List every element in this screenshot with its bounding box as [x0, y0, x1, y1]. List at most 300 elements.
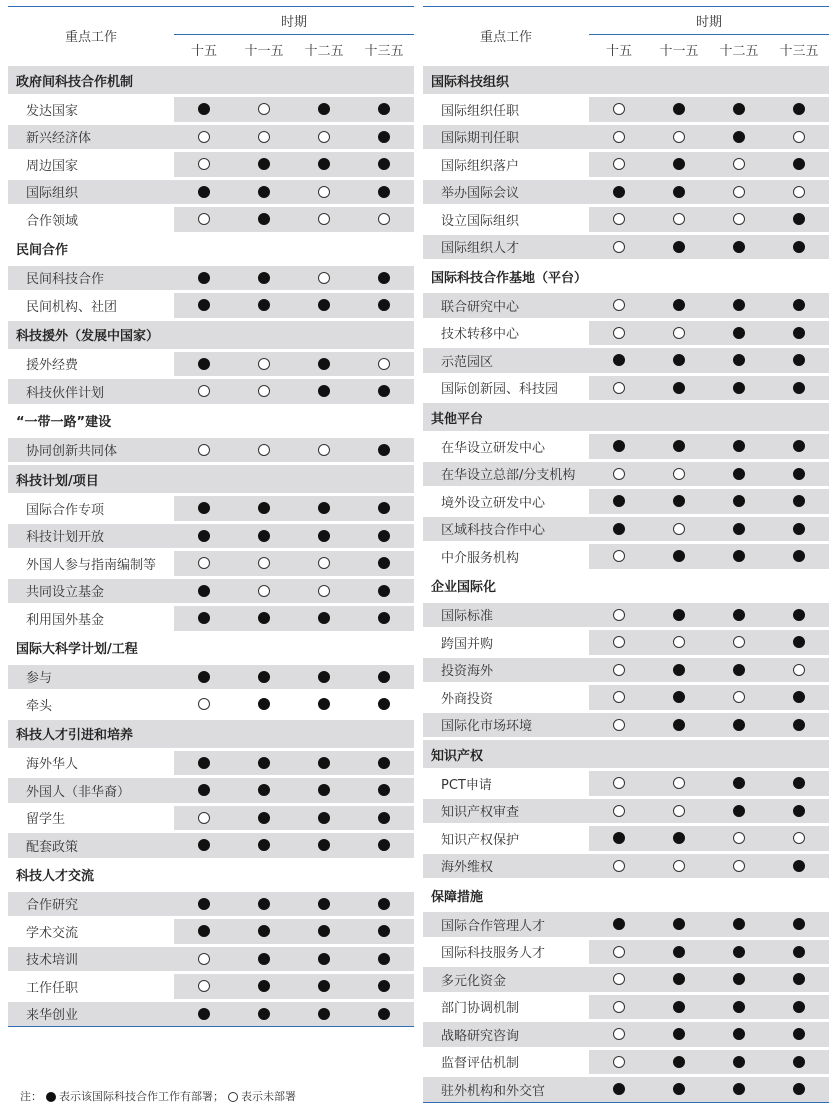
filled-circle-icon	[378, 557, 390, 569]
mark-cell	[234, 292, 294, 320]
filled-circle-icon	[258, 299, 270, 311]
mark-cell	[649, 993, 709, 1021]
mark-cell	[649, 460, 709, 488]
mark-cell	[294, 264, 354, 292]
filled-circle-icon	[733, 299, 745, 311]
filled-circle-icon	[378, 784, 390, 796]
table-row	[8, 436, 414, 464]
mark-cell	[709, 825, 769, 853]
mark-cell	[769, 433, 829, 461]
item-label: 知识产权保护	[423, 825, 589, 853]
category-row	[8, 233, 414, 264]
mark-cell	[589, 543, 649, 571]
mark-cell	[354, 378, 414, 406]
mark-cell	[294, 918, 354, 946]
filled-circle-icon	[793, 860, 805, 872]
table-row	[423, 684, 829, 712]
mark-cell	[294, 292, 354, 320]
mark-cell	[354, 264, 414, 292]
mark-cell	[354, 577, 414, 605]
mark-cell	[354, 495, 414, 523]
item-label: 外国人（非华裔）	[8, 777, 174, 805]
empty-circle-icon	[198, 213, 210, 225]
mark-cell	[294, 550, 354, 578]
mark-cell	[354, 945, 414, 973]
item-label: 国际期刊任职	[423, 123, 589, 151]
mark-cell	[769, 770, 829, 798]
footnote-filled-text: 表示该国际科技合作工作有部署；	[59, 1090, 224, 1103]
mark-cell	[294, 945, 354, 973]
filled-circle-icon	[733, 664, 745, 676]
filled-circle-icon	[793, 946, 805, 958]
period-label: 十二五	[294, 35, 354, 65]
filled-circle-icon	[793, 468, 805, 480]
table-row	[423, 993, 829, 1021]
mark-cell	[354, 973, 414, 1001]
filled-circle-icon	[258, 698, 270, 710]
mark-cell	[234, 264, 294, 292]
filled-circle-icon	[258, 980, 270, 992]
filled-circle-icon	[318, 671, 330, 683]
empty-circle-icon	[318, 272, 330, 284]
mark-cell	[354, 663, 414, 691]
mark-cell	[589, 911, 649, 939]
category-label: 其他平台	[423, 402, 829, 433]
filled-circle-icon	[258, 757, 270, 769]
mark-cell	[234, 577, 294, 605]
empty-circle-icon	[613, 327, 625, 339]
mark-cell	[709, 123, 769, 151]
empty-circle-icon	[613, 213, 625, 225]
filled-circle-icon	[46, 1092, 56, 1102]
filled-circle-icon	[318, 980, 330, 992]
filled-circle-icon	[673, 440, 685, 452]
filled-circle-icon	[673, 299, 685, 311]
item-label: 国际组织任职	[423, 96, 589, 124]
table-row	[8, 577, 414, 605]
item-label: 多元化资金	[423, 966, 589, 994]
filled-circle-icon	[258, 925, 270, 937]
empty-circle-icon	[613, 777, 625, 789]
filled-circle-icon	[793, 158, 805, 170]
empty-circle-icon	[793, 131, 805, 143]
empty-circle-icon	[613, 299, 625, 311]
table-row	[423, 770, 829, 798]
table-row	[423, 601, 829, 629]
category-label: “一带一路”建设	[8, 405, 414, 436]
item-label: 科技计划开放	[8, 522, 174, 550]
category-label: 科技援外（发展中国家）	[8, 319, 414, 350]
filled-circle-icon	[793, 440, 805, 452]
table-row	[423, 488, 829, 516]
table-row	[8, 350, 414, 378]
filled-circle-icon	[318, 299, 330, 311]
mark-cell	[589, 151, 649, 179]
empty-circle-icon	[673, 777, 685, 789]
empty-circle-icon	[198, 557, 210, 569]
filled-circle-icon	[198, 103, 210, 115]
mark-cell	[769, 1021, 829, 1049]
empty-circle-icon	[318, 213, 330, 225]
mark-cell	[589, 770, 649, 798]
category-row	[8, 632, 414, 663]
filled-circle-icon	[733, 327, 745, 339]
mark-cell	[294, 890, 354, 918]
mark-cell	[589, 206, 649, 234]
item-label: 国际标准	[423, 601, 589, 629]
period-label: 十一五	[649, 35, 709, 65]
item-label: 国际合作管理人才	[423, 911, 589, 939]
mark-cell	[649, 601, 709, 629]
mark-cell	[354, 605, 414, 633]
filled-circle-icon	[673, 382, 685, 394]
filled-circle-icon	[793, 1056, 805, 1068]
empty-circle-icon	[378, 213, 390, 225]
filled-circle-icon	[793, 1028, 805, 1040]
right-work-table	[423, 6, 829, 1103]
filled-circle-icon	[258, 784, 270, 796]
empty-circle-icon	[613, 805, 625, 817]
mark-cell	[354, 350, 414, 378]
filled-circle-icon	[793, 103, 805, 115]
mark-cell	[649, 292, 709, 320]
filled-circle-icon	[793, 327, 805, 339]
filled-circle-icon	[258, 158, 270, 170]
mark-cell	[174, 206, 234, 234]
filled-circle-icon	[793, 777, 805, 789]
filled-circle-icon	[733, 495, 745, 507]
empty-circle-icon	[318, 186, 330, 198]
table-row	[423, 178, 829, 206]
mark-cell	[589, 1021, 649, 1049]
item-label: 科技伙伴计划	[8, 378, 174, 406]
empty-circle-icon	[613, 636, 625, 648]
category-row	[423, 739, 829, 770]
table-row	[8, 777, 414, 805]
filled-circle-icon	[733, 1083, 745, 1095]
mark-cell	[769, 206, 829, 234]
empty-circle-icon	[613, 664, 625, 676]
item-label: 联合研究中心	[423, 292, 589, 320]
filled-circle-icon	[318, 103, 330, 115]
filled-circle-icon	[673, 1001, 685, 1013]
table-row	[8, 945, 414, 973]
item-label: 驻外机构和外交官	[423, 1076, 589, 1103]
empty-circle-icon	[793, 832, 805, 844]
mark-cell	[649, 543, 709, 571]
mark-cell	[174, 292, 234, 320]
mark-cell	[174, 495, 234, 523]
filled-circle-icon	[258, 839, 270, 851]
filled-circle-icon	[793, 354, 805, 366]
mark-cell	[769, 460, 829, 488]
mark-cell	[174, 378, 234, 406]
mark-cell	[709, 797, 769, 825]
filled-circle-icon	[378, 502, 390, 514]
item-label: 利用国外基金	[8, 605, 174, 633]
work-column-header: 重点工作	[423, 7, 589, 65]
table-row	[423, 938, 829, 966]
filled-circle-icon	[198, 757, 210, 769]
table-row	[8, 890, 414, 918]
mark-cell	[649, 123, 709, 151]
empty-circle-icon	[613, 609, 625, 621]
mark-cell	[294, 663, 354, 691]
filled-circle-icon	[258, 186, 270, 198]
filled-circle-icon	[733, 241, 745, 253]
table-row	[423, 433, 829, 461]
mark-cell	[234, 123, 294, 151]
table-row	[8, 663, 414, 691]
table-row	[8, 691, 414, 719]
filled-circle-icon	[378, 131, 390, 143]
mark-cell	[234, 945, 294, 973]
empty-circle-icon	[318, 444, 330, 456]
period-header: 时期	[174, 7, 414, 35]
filled-circle-icon	[673, 1056, 685, 1068]
mark-cell	[589, 178, 649, 206]
mark-cell	[649, 1076, 709, 1103]
filled-circle-icon	[733, 1056, 745, 1068]
mark-cell	[589, 1076, 649, 1103]
empty-circle-icon	[613, 131, 625, 143]
filled-circle-icon	[258, 671, 270, 683]
item-label: 来华创业	[8, 1000, 174, 1027]
filled-circle-icon	[318, 502, 330, 514]
filled-circle-icon	[733, 550, 745, 562]
mark-cell	[709, 543, 769, 571]
filled-circle-icon	[673, 158, 685, 170]
empty-circle-icon	[793, 186, 805, 198]
filled-circle-icon	[378, 839, 390, 851]
empty-circle-icon	[258, 557, 270, 569]
mark-cell	[709, 206, 769, 234]
mark-cell	[589, 347, 649, 375]
mark-cell	[709, 656, 769, 684]
table-row	[423, 460, 829, 488]
item-label: 合作研究	[8, 890, 174, 918]
mark-cell	[769, 123, 829, 151]
mark-cell	[294, 206, 354, 234]
filled-circle-icon	[733, 946, 745, 958]
filled-circle-icon	[198, 530, 210, 542]
item-label: 区域科技合作中心	[423, 515, 589, 543]
item-label: 国际组织	[8, 178, 174, 206]
empty-circle-icon	[258, 358, 270, 370]
empty-circle-icon	[613, 550, 625, 562]
empty-circle-icon	[733, 860, 745, 872]
category-label: 政府间科技合作机制	[8, 65, 414, 96]
mark-cell	[649, 911, 709, 939]
mark-cell	[709, 1048, 769, 1076]
mark-cell	[649, 797, 709, 825]
empty-circle-icon	[198, 131, 210, 143]
mark-cell	[354, 123, 414, 151]
mark-cell	[234, 918, 294, 946]
table-row	[8, 151, 414, 179]
table-row	[423, 347, 829, 375]
mark-cell	[354, 749, 414, 777]
mark-cell	[294, 691, 354, 719]
mark-cell	[709, 1076, 769, 1103]
table-row	[423, 966, 829, 994]
item-label: 学术交流	[8, 918, 174, 946]
filled-circle-icon	[673, 609, 685, 621]
table-row	[8, 264, 414, 292]
mark-cell	[234, 804, 294, 832]
item-label: 在华设立总部/分支机构	[423, 460, 589, 488]
mark-cell	[174, 890, 234, 918]
item-label: PCT申请	[423, 770, 589, 798]
mark-cell	[709, 629, 769, 657]
mark-cell	[174, 436, 234, 464]
filled-circle-icon	[673, 241, 685, 253]
mark-cell	[709, 488, 769, 516]
filled-circle-icon	[733, 523, 745, 535]
mark-cell	[234, 350, 294, 378]
mark-cell	[649, 374, 709, 402]
table-row	[423, 825, 829, 853]
empty-circle-icon	[733, 636, 745, 648]
mark-cell	[589, 460, 649, 488]
filled-circle-icon	[378, 812, 390, 824]
empty-circle-icon	[258, 103, 270, 115]
filled-circle-icon	[318, 385, 330, 397]
table-row	[8, 495, 414, 523]
table-row	[8, 832, 414, 860]
filled-circle-icon	[793, 1001, 805, 1013]
filled-circle-icon	[198, 1008, 210, 1020]
filled-circle-icon	[673, 946, 685, 958]
item-label: 配套政策	[8, 832, 174, 860]
mark-cell	[174, 777, 234, 805]
filled-circle-icon	[733, 805, 745, 817]
mark-cell	[769, 711, 829, 739]
mark-cell	[649, 629, 709, 657]
filled-circle-icon	[793, 973, 805, 985]
mark-cell	[174, 663, 234, 691]
category-label: 国际科技组织	[423, 65, 829, 96]
empty-circle-icon	[198, 698, 210, 710]
filled-circle-icon	[378, 444, 390, 456]
mark-cell	[649, 711, 709, 739]
mark-cell	[294, 749, 354, 777]
filled-circle-icon	[258, 812, 270, 824]
mark-cell	[234, 178, 294, 206]
filled-circle-icon	[318, 757, 330, 769]
empty-circle-icon	[673, 468, 685, 480]
period-label: 十三五	[354, 35, 414, 65]
item-label: 技术转移中心	[423, 319, 589, 347]
filled-circle-icon	[378, 757, 390, 769]
mark-cell	[354, 918, 414, 946]
mark-cell	[589, 488, 649, 516]
table-row	[423, 852, 829, 880]
mark-cell	[649, 206, 709, 234]
filled-circle-icon	[613, 1083, 625, 1095]
filled-circle-icon	[378, 103, 390, 115]
mark-cell	[294, 777, 354, 805]
item-label: 海外维权	[423, 852, 589, 880]
mark-cell	[589, 96, 649, 124]
mark-cell	[174, 832, 234, 860]
mark-cell	[589, 797, 649, 825]
filled-circle-icon	[733, 609, 745, 621]
filled-circle-icon	[733, 103, 745, 115]
mark-cell	[649, 852, 709, 880]
mark-cell	[769, 797, 829, 825]
empty-circle-icon	[733, 832, 745, 844]
mark-cell	[649, 966, 709, 994]
empty-circle-icon	[673, 213, 685, 225]
table-row	[423, 797, 829, 825]
table-row	[423, 711, 829, 739]
footnote	[20, 1088, 296, 1104]
work-column-header: 重点工作	[8, 7, 174, 65]
item-label: 国际化市场环境	[423, 711, 589, 739]
mark-cell	[354, 96, 414, 124]
mark-cell	[589, 993, 649, 1021]
mark-cell	[769, 178, 829, 206]
filled-circle-icon	[318, 158, 330, 170]
mark-cell	[294, 436, 354, 464]
right-table	[423, 6, 829, 1103]
category-row	[423, 880, 829, 911]
filled-circle-icon	[198, 299, 210, 311]
table-row	[8, 378, 414, 406]
empty-circle-icon	[733, 186, 745, 198]
filled-circle-icon	[318, 925, 330, 937]
mark-cell	[649, 433, 709, 461]
table-row	[423, 151, 829, 179]
mark-cell	[589, 123, 649, 151]
mark-cell	[769, 292, 829, 320]
filled-circle-icon	[318, 358, 330, 370]
category-row	[423, 570, 829, 601]
mark-cell	[234, 605, 294, 633]
mark-cell	[294, 522, 354, 550]
period-header: 时期	[589, 7, 829, 35]
table-row	[423, 543, 829, 571]
mark-cell	[294, 350, 354, 378]
mark-cell	[294, 973, 354, 1001]
table-row	[8, 96, 414, 124]
filled-circle-icon	[378, 530, 390, 542]
filled-circle-icon	[378, 585, 390, 597]
filled-circle-icon	[613, 440, 625, 452]
filled-circle-icon	[793, 299, 805, 311]
mark-cell	[294, 577, 354, 605]
item-label: 民间机构、社团	[8, 292, 174, 320]
table-row	[423, 206, 829, 234]
mark-cell	[354, 178, 414, 206]
mark-cell	[234, 1000, 294, 1027]
category-label: 企业国际化	[423, 570, 829, 601]
mark-cell	[769, 374, 829, 402]
table-row	[423, 1048, 829, 1076]
mark-cell	[294, 151, 354, 179]
empty-circle-icon	[613, 860, 625, 872]
item-label: 工作任职	[8, 973, 174, 1001]
mark-cell	[649, 178, 709, 206]
filled-circle-icon	[793, 213, 805, 225]
filled-circle-icon	[198, 612, 210, 624]
mark-cell	[769, 543, 829, 571]
category-row	[423, 65, 829, 96]
item-label: 参与	[8, 663, 174, 691]
mark-cell	[769, 319, 829, 347]
mark-cell	[589, 656, 649, 684]
